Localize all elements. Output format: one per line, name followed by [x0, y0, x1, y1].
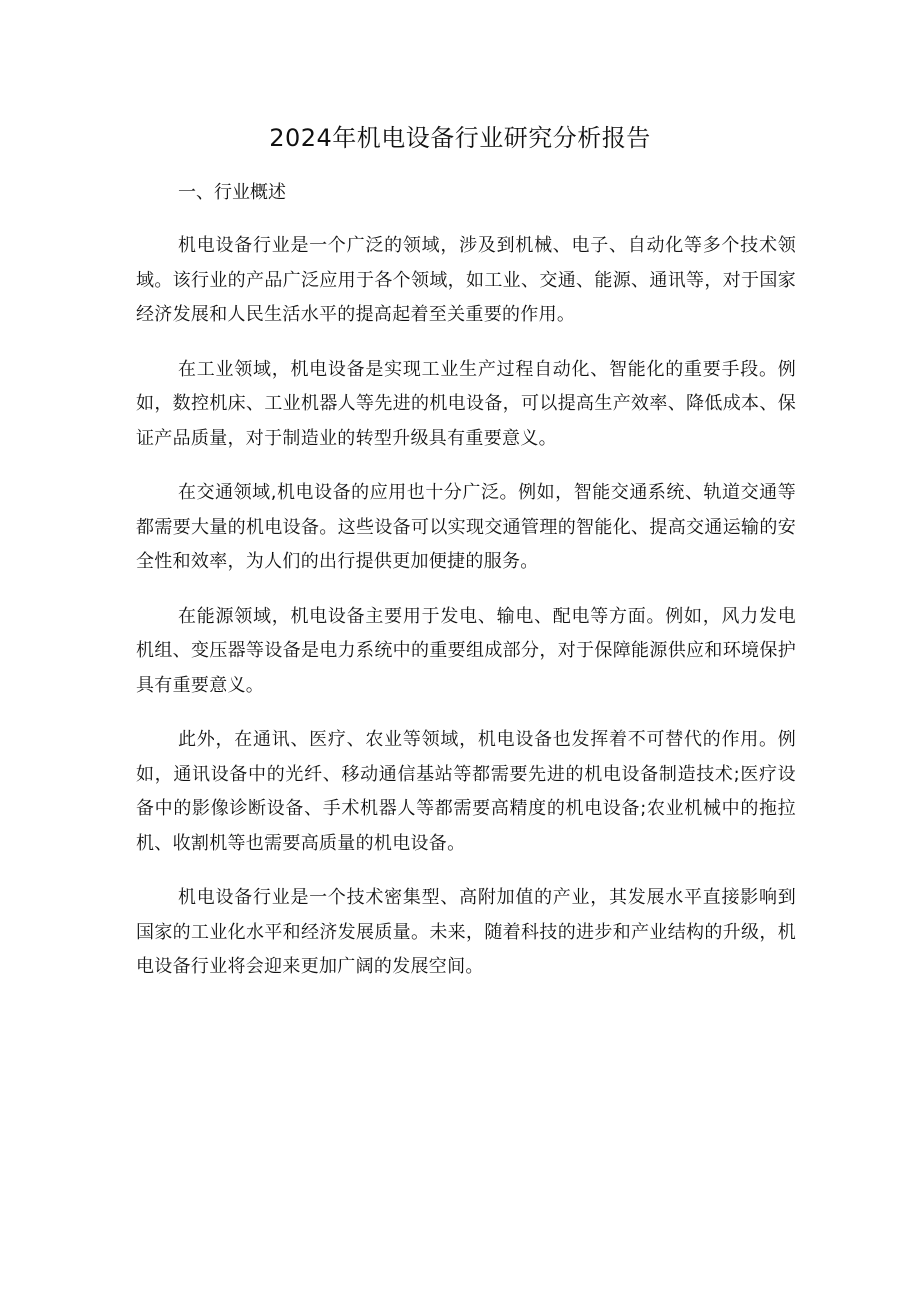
section-heading: 一、行业概述 — [178, 182, 286, 203]
document-title: 2024年机电设备行业研究分析报告 — [269, 124, 651, 152]
document-body — [136, 176, 796, 1005]
paragraph-energy: 在能源领域，机电设备主要用于发电、输电、配电等方面。例如，风力发电机组、变压器等设备是电力系统中的重要组成部分，对于保障能源供应和环境保护具有重要意义。 — [136, 605, 796, 696]
paragraph-outlook: 机电设备行业是一个技术密集型、高附加值的产业，其发展水平直接影响到国家的工业化水平和经济发展质量。未来，随着科技的进步和产业结构的升级，机电设备行业将会迎来更加广阔的发展空间。 — [136, 887, 796, 977]
paragraph-overview: 机电设备行业是一个广泛的领域，涉及到机械、电子、自动化等多个技术领域。该行业的产品广泛应用于各个领域，如工业、交通、能源、通讯等，对于国家经济发展和人民生活水平的提高起着至关重要的作用。 — [136, 235, 796, 325]
paragraph-industry: 在工业领域，机电设备是实现工业生产过程自动化、智能化的重要手段。例如，数控机床、工业机器人等先进的机电设备，可以提高生产效率、降低成本、保证产品质量，对于制造业的转型升级具有重要意义。 — [136, 358, 796, 449]
paragraph-transport: 在交通领域,机电设备的应用也十分广泛。例如，智能交通系统、轨道交通等都需要大量的机电设备。这些设备可以实现交通管理的智能化、提高交通运输的安全性和效率，为人们的出行提供更加便捷的服务。 — [136, 482, 796, 572]
paragraph-other-fields: 此外，在通讯、医疗、农业等领域，机电设备也发挥着不可替代的作用。例如，通讯设备中的光纤、移动通信基站等都需要先进的机电设备制造技术;医疗设备中的影像诊断设备、手术机器人等都需要高精度的机电设备;农业机械中的拖拉机、收割机等也需要高质量的机电设备。 — [136, 729, 796, 854]
